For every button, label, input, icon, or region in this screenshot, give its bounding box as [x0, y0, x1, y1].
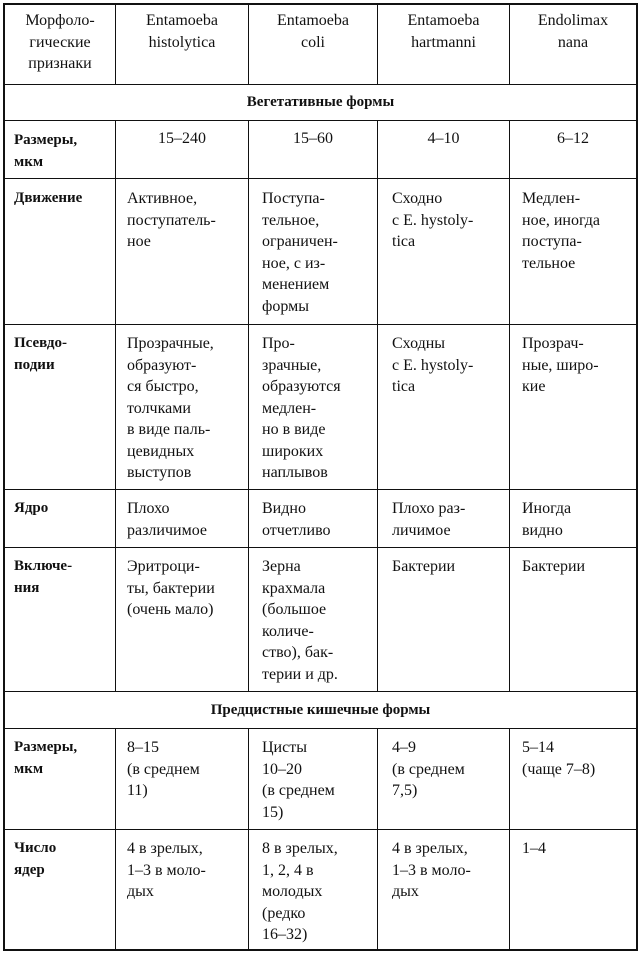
col-divider: [377, 728, 378, 950]
cell-size-precyst-nana: 5–14 (чаще 7–8): [522, 739, 596, 778]
table-border-bottom: [3, 949, 638, 951]
row-divider: [3, 829, 638, 830]
cell-size-coli: 15–60: [293, 130, 333, 147]
header-feature: Морфоло- гические признаки: [25, 12, 95, 72]
cell-nucleus-coli: Видно отчетливо: [262, 500, 331, 539]
cell-inclusions-histolytica: Эритроци- ты, бактерии (очень мало): [127, 558, 215, 618]
cell-movement-histolytica: Активное, поступатель- ное: [127, 190, 216, 250]
row-label-nuclei-count: Число ядер: [14, 840, 57, 878]
row-divider: [3, 120, 638, 121]
cell-pseudopodia-nana: Прозрач- ные, широ- кие: [522, 335, 599, 395]
table-border-left: [3, 3, 5, 951]
row-divider: [3, 547, 638, 548]
col-divider: [115, 728, 116, 950]
cell-size-precyst-histolytica: 8–15 (в среднем 11): [127, 739, 200, 799]
cell-movement-nana: Медлен- ное, иногда поступа- тельное: [522, 190, 600, 272]
cell-nucleus-nana: Иногда видно: [522, 500, 572, 539]
cell-inclusions-hartmanni: Бактерии: [392, 558, 456, 575]
cell-size-histolytica: 15–240: [158, 130, 206, 147]
row-divider: [3, 324, 638, 325]
cell-inclusions-nana: Бактерии: [522, 558, 586, 575]
row-divider: [3, 691, 638, 692]
cell-pseudopodia-coli: Про- зрачные, образуются медлен- но в виде широких наплывов: [262, 335, 341, 481]
header-endolimax-nana: Endolimax nana: [537, 12, 609, 51]
cell-size-precyst-hartmanni: 4–9 (в среднем 7,5): [392, 739, 465, 799]
header-entamoeba-histolytica: Entamoeba histolytica: [146, 12, 218, 51]
section-title-precyst: Предцистные кишечные формы: [210, 702, 431, 718]
table-border-right: [636, 3, 638, 951]
cell-nuclei-count-histolytica: 4 в зрелых, 1–3 в моло- дых: [127, 840, 206, 900]
cell-movement-hartmanni: Сходно с E. hystoly- tica: [392, 190, 474, 250]
row-divider: [3, 728, 638, 729]
cell-movement-coli: Поступа- тельное, ограничен- ное, с из- менением формы: [262, 190, 338, 315]
row-label-size: Размеры, мкм: [14, 132, 78, 170]
col-divider: [509, 728, 510, 950]
row-divider: [3, 489, 638, 490]
col-divider: [377, 120, 378, 692]
section-title-vegetative: Вегетативные формы: [246, 94, 395, 110]
row-label-inclusions: Включе- ния: [14, 558, 73, 596]
row-label-nucleus: Ядро: [14, 500, 49, 516]
row-divider: [3, 178, 638, 179]
cell-size-hartmanni: 4–10: [427, 130, 460, 147]
cell-pseudopodia-histolytica: Прозрачные, образуют- ся быстро, толчками в виде паль- цевидных выступов: [127, 335, 214, 481]
cell-pseudopodia-hartmanni: Сходны с E. hystoly- tica: [392, 335, 474, 395]
row-label-movement: Движение: [14, 190, 83, 206]
header-entamoeba-coli: Entamoeba coli: [277, 12, 349, 51]
row-label-size-precyst: Размеры, мкм: [14, 739, 78, 777]
header-entamoeba-hartmanni: Entamoeba hartmanni: [407, 12, 480, 51]
row-divider: [3, 84, 638, 85]
row-label-pseudopodia: Псевдо- подии: [14, 335, 67, 373]
col-divider: [248, 120, 249, 692]
cell-nucleus-histolytica: Плохо различимое: [127, 500, 207, 539]
table-border-top: [3, 3, 638, 5]
col-divider: [115, 120, 116, 692]
cell-nuclei-count-coli: 8 в зрелых, 1, 2, 4 в молодых (редко 16–32): [262, 840, 338, 943]
cell-size-nana: 6–12: [557, 130, 589, 147]
col-divider: [248, 728, 249, 950]
col-divider: [509, 120, 510, 692]
cell-nuclei-count-nana: 1–4: [522, 840, 546, 857]
cell-inclusions-coli: Зерна крахмала (большое количе- ство), бак- терии и др.: [262, 558, 338, 683]
cell-nuclei-count-hartmanni: 4 в зрелых, 1–3 в моло- дых: [392, 840, 471, 900]
cell-size-precyst-coli: Цисты 10–20 (в среднем 15): [262, 739, 335, 821]
cell-nucleus-hartmanni: Плохо раз- личимое: [392, 500, 466, 539]
